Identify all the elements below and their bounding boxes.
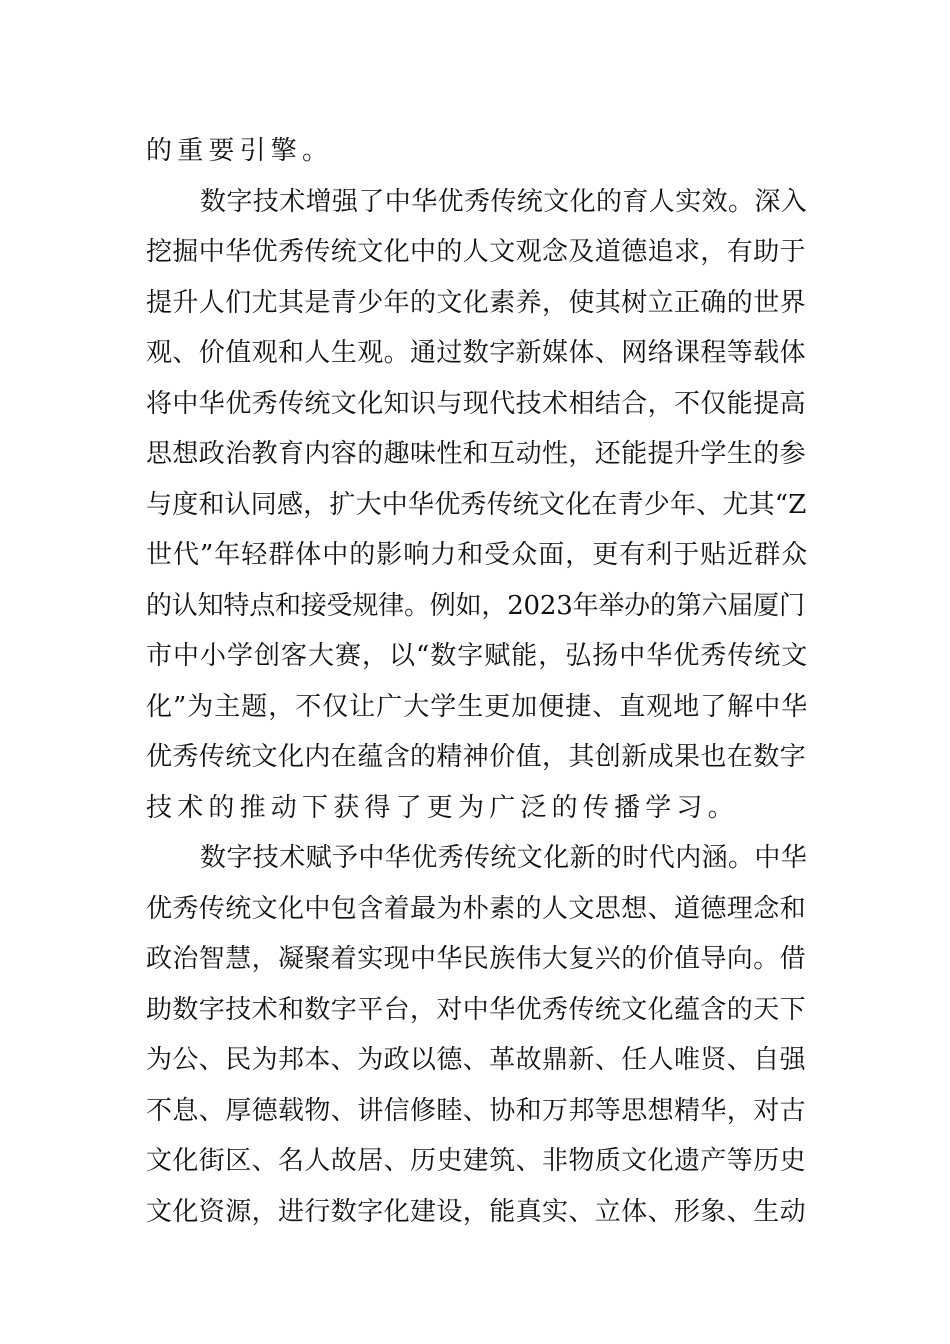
text-line: 提升人们尤其是青少年的文化素养，使其树立正确的世界 — [146, 287, 807, 318]
text-line: 化”为主题，不仅让广大学生更加便捷、直观地了解中华 — [146, 691, 809, 722]
text-line: 与度和认同感，扩大中华优秀传统文化在青少年、尤其“Z — [146, 489, 807, 520]
text-line: 观、价值观和人生观。通过数字新媒体、网络课程等载体 — [146, 338, 807, 368]
text-line: 的认知特点和接受规律。例如，2023年举办的第六届厦门 — [146, 590, 805, 621]
text-line: 不息、厚德载物、讲信修睦、协和万邦等思想精华，对古 — [146, 1095, 807, 1126]
text-line: 世代”年轻群体中的影响力和受众面，更有利于贴近群众 — [146, 540, 809, 570]
text-line: 优秀传统文化内在蕴含的精神价值，其创新成果也在数字 — [146, 742, 807, 772]
text-line: 的重要引擎。 — [146, 136, 334, 166]
text-line: 挖掘中华优秀传统文化中的人文观念及道德追求，有助于 — [146, 237, 807, 267]
text-line: 政治智慧，凝聚着实现中华民族伟大复兴的价值导向。借 — [146, 944, 807, 974]
text-line: 将中华优秀传统文化知识与现代技术相结合，不仅能提高 — [146, 388, 807, 419]
text-line: 技术的推动下获得了更为广泛的传播学习。 — [146, 792, 739, 823]
text-line: 思想政治教育内容的趣味性和互动性，还能提升学生的参 — [146, 439, 807, 469]
text-line: 优秀传统文化中包含着最为朴素的人文思想、道德理念和 — [146, 893, 807, 924]
text-line: 为公、民为邦本、为政以德、革故鼎新、任人唯贤、自强 — [146, 1045, 807, 1075]
paragraph-first-line: 数字技术增强了中华优秀传统文化的育人实效。深入 — [200, 186, 808, 217]
body-text — [146, 126, 808, 1237]
text-line: 市中小学创客大赛，以“数字赋能，弘扬中华优秀传统文 — [146, 641, 809, 671]
text-line: 文化资源，进行数字化建设，能真实、立体、形象、生动 — [146, 1196, 807, 1227]
text-line: 助数字技术和数字平台，对中华优秀传统文化蕴含的天下 — [146, 994, 807, 1025]
text-line: 文化街区、名人故居、历史建筑、非物质文化遗产等历史 — [146, 1146, 807, 1176]
paragraph-first-line: 数字技术赋予中华优秀传统文化新的时代内涵。中华 — [200, 843, 808, 873]
